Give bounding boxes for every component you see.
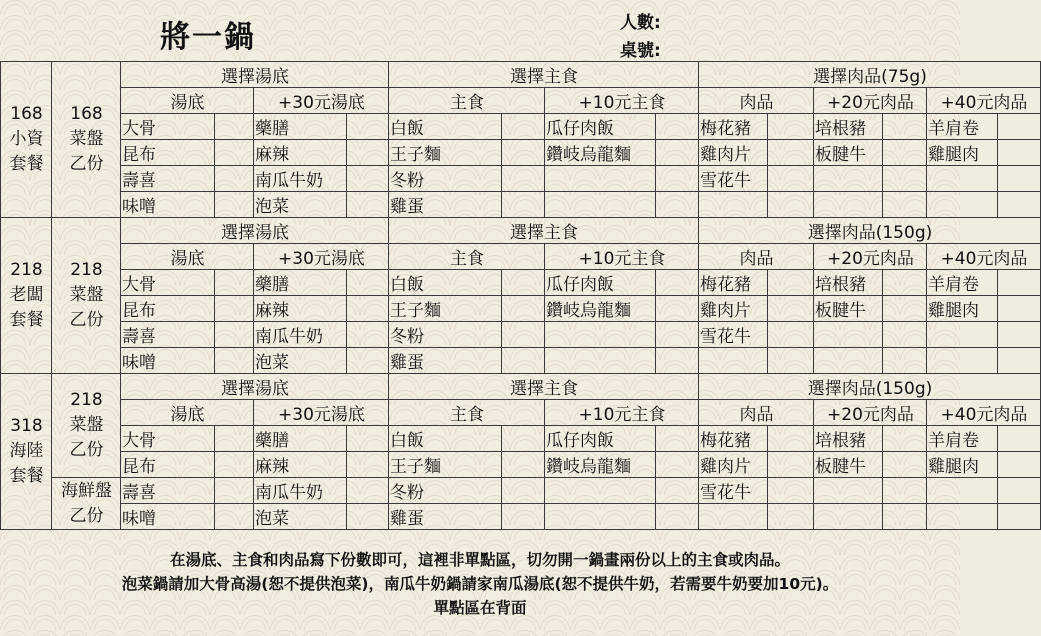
item-row	[1, 504, 1041, 530]
menu-item: 梅花豬	[699, 270, 768, 296]
quantity-box[interactable]	[768, 270, 814, 296]
menu-item: 鑽岐烏龍麵	[545, 140, 656, 166]
section-header-row	[1, 374, 1041, 400]
quantity-box[interactable]	[502, 348, 545, 374]
plan-label: 218	[10, 260, 43, 280]
menu-item: 梅花豬	[699, 426, 768, 452]
item-row	[1, 114, 1041, 140]
menu-item: 瓜仔肉飯	[545, 270, 656, 296]
quantity-box[interactable]	[215, 140, 254, 166]
quantity-box[interactable]	[998, 322, 1041, 348]
menu-item	[545, 348, 656, 374]
menu-item: 壽喜	[121, 322, 215, 348]
menu-item	[814, 348, 883, 374]
subheader-cell: 肉品	[699, 244, 814, 270]
quantity-box[interactable]	[347, 166, 389, 192]
subheader-cell: +30元湯底	[254, 244, 389, 270]
menu-item: 藥膳	[254, 114, 347, 140]
menu-item	[927, 504, 998, 530]
quantity-box[interactable]	[883, 166, 927, 192]
vegetable-plate-cell	[52, 218, 121, 374]
quantity-box[interactable]	[998, 192, 1041, 218]
quantity-box[interactable]	[502, 114, 545, 140]
quantity-box[interactable]	[883, 114, 927, 140]
menu-item	[814, 322, 883, 348]
menu-item: 王子麵	[389, 296, 502, 322]
menu-item: 雪花牛	[699, 322, 768, 348]
menu-item: 雞腿肉	[927, 140, 998, 166]
quantity-box[interactable]	[883, 270, 927, 296]
staple-header: 選擇主食	[389, 218, 699, 244]
quantity-box[interactable]	[883, 348, 927, 374]
item-row	[1, 452, 1041, 478]
item-row	[1, 348, 1041, 374]
note-line: 在湯底、主食和肉品寫下份數即可，這裡非單點區，切勿開一鍋畫兩份以上的主食或肉品。	[169, 551, 790, 569]
meat-header: 選擇肉品(150g)	[699, 374, 1041, 400]
quantity-box[interactable]	[656, 322, 699, 348]
quantity-box[interactable]	[502, 504, 545, 530]
dish-label: 218	[70, 390, 103, 410]
quantity-box[interactable]	[656, 478, 699, 504]
quantity-box[interactable]	[347, 504, 389, 530]
vegetable-plate-cell	[52, 62, 121, 218]
subheader-cell: 主食	[389, 400, 545, 426]
dish-label: 乙份	[69, 440, 104, 460]
menu-item: 雪花牛	[699, 166, 768, 192]
menu-item: 壽喜	[121, 478, 215, 504]
menu-item: 雞腿肉	[927, 296, 998, 322]
subheader-cell: 主食	[389, 244, 545, 270]
order-table	[0, 61, 1041, 530]
menu-item: 王子麵	[389, 452, 502, 478]
quantity-box[interactable]	[347, 114, 389, 140]
meat-header: 選擇肉品(150g)	[699, 218, 1041, 244]
subheader-cell: +10元主食	[545, 400, 699, 426]
quantity-box[interactable]	[502, 192, 545, 218]
quantity-box[interactable]	[215, 348, 254, 374]
quantity-box[interactable]	[215, 296, 254, 322]
dish-label: 菜盤	[69, 129, 104, 149]
quantity-box[interactable]	[883, 504, 927, 530]
quantity-box[interactable]	[768, 140, 814, 166]
subheader-cell: +40元肉品	[927, 88, 1041, 114]
subheader-cell: +20元肉品	[814, 88, 927, 114]
quantity-box[interactable]	[502, 296, 545, 322]
quantity-box[interactable]	[502, 140, 545, 166]
subheader-cell: +10元主食	[545, 88, 699, 114]
menu-item: 麻辣	[254, 452, 347, 478]
quantity-box[interactable]	[768, 192, 814, 218]
plan-label: 168	[10, 104, 43, 124]
menu-item	[699, 504, 768, 530]
item-row	[1, 322, 1041, 348]
dish-label: 218	[70, 260, 103, 280]
quantity-box[interactable]	[656, 504, 699, 530]
quantity-box[interactable]	[215, 192, 254, 218]
quantity-box[interactable]	[768, 426, 814, 452]
quantity-box[interactable]	[656, 348, 699, 374]
menu-item	[927, 322, 998, 348]
menu-item	[927, 192, 998, 218]
quantity-box[interactable]	[883, 478, 927, 504]
page-title: 將一鍋	[160, 20, 256, 55]
menu-item: 昆布	[121, 452, 215, 478]
menu-item: 培根豬	[814, 270, 883, 296]
menu-item: 雞腿肉	[927, 452, 998, 478]
plan-label: 老闆	[9, 285, 44, 305]
section-header-row	[1, 218, 1041, 244]
quantity-box[interactable]	[998, 348, 1041, 374]
menu-item: 白飯	[389, 426, 502, 452]
item-row	[1, 140, 1041, 166]
menu-item: 白飯	[389, 114, 502, 140]
dish-label: 乙份	[69, 154, 104, 174]
menu-item: 壽喜	[121, 166, 215, 192]
plan-label: 套餐	[9, 154, 44, 174]
dish-label: 海鮮盤	[61, 480, 112, 501]
quantity-box[interactable]	[768, 166, 814, 192]
quantity-box[interactable]	[883, 452, 927, 478]
quantity-box[interactable]	[347, 270, 389, 296]
menu-item: 雞肉片	[699, 140, 768, 166]
quantity-box[interactable]	[768, 296, 814, 322]
quantity-box[interactable]	[768, 504, 814, 530]
quantity-box[interactable]	[656, 140, 699, 166]
quantity-box[interactable]	[998, 270, 1041, 296]
item-row	[1, 478, 1041, 504]
subheader-row	[1, 400, 1041, 426]
subheader-cell: +40元肉品	[927, 244, 1041, 270]
quantity-box[interactable]	[768, 114, 814, 140]
menu-item	[545, 504, 656, 530]
soup-header: 選擇湯底	[121, 374, 389, 400]
menu-item: 雞肉片	[699, 296, 768, 322]
subheader-cell: +40元肉品	[927, 400, 1041, 426]
quantity-box[interactable]	[883, 426, 927, 452]
menu-item: 羊肩卷	[927, 270, 998, 296]
quantity-box[interactable]	[347, 426, 389, 452]
plan-label: 套餐	[9, 310, 44, 330]
menu-item	[814, 192, 883, 218]
subheader-cell: +30元湯底	[254, 88, 389, 114]
section-header-row	[1, 62, 1041, 88]
quantity-box[interactable]	[347, 452, 389, 478]
menu-item: 大骨	[121, 270, 215, 296]
menu-item: 瓜仔肉飯	[545, 114, 656, 140]
subheader-cell: 肉品	[699, 88, 814, 114]
menu-item: 羊肩卷	[927, 426, 998, 452]
menu-item: 南瓜牛奶	[254, 322, 347, 348]
quantity-box[interactable]	[215, 114, 254, 140]
quantity-box[interactable]	[347, 478, 389, 504]
menu-item: 梅花豬	[699, 114, 768, 140]
menu-item: 麻辣	[254, 140, 347, 166]
notes-block	[0, 548, 960, 620]
quantity-box[interactable]	[768, 452, 814, 478]
quantity-box[interactable]	[347, 140, 389, 166]
subheader-cell: +20元肉品	[814, 400, 927, 426]
quantity-box[interactable]	[768, 348, 814, 374]
subheader-cell: 湯底	[121, 244, 254, 270]
quantity-box[interactable]	[883, 192, 927, 218]
plan-cell	[1, 62, 52, 218]
menu-item: 味噌	[121, 504, 215, 530]
quantity-box[interactable]	[998, 452, 1041, 478]
quantity-box[interactable]	[656, 426, 699, 452]
plan-label: 318	[10, 416, 43, 436]
quantity-box[interactable]	[215, 270, 254, 296]
item-row	[1, 296, 1041, 322]
subheader-row	[1, 244, 1041, 270]
plan-cell	[1, 218, 52, 374]
quantity-box[interactable]	[998, 478, 1041, 504]
menu-item	[545, 478, 656, 504]
menu-item: 雪花牛	[699, 478, 768, 504]
menu-item: 冬粉	[389, 322, 502, 348]
quantity-box[interactable]	[215, 452, 254, 478]
item-row	[1, 426, 1041, 452]
subheader-cell: +30元湯底	[254, 400, 389, 426]
dish-label: 168	[70, 104, 103, 124]
menu-item	[545, 166, 656, 192]
quantity-box[interactable]	[656, 166, 699, 192]
menu-item: 大骨	[121, 426, 215, 452]
menu-item: 王子麵	[389, 140, 502, 166]
table-number-label: 桌號:	[620, 41, 661, 61]
quantity-box[interactable]	[215, 166, 254, 192]
subheader-row	[1, 88, 1041, 114]
meat-header: 選擇肉品(75g)	[699, 62, 1041, 88]
menu-item: 雞肉片	[699, 452, 768, 478]
quantity-box[interactable]	[656, 192, 699, 218]
people-count-label: 人數:	[620, 13, 661, 33]
menu-item: 瓜仔肉飯	[545, 426, 656, 452]
subheader-cell: +20元肉品	[814, 244, 927, 270]
quantity-box[interactable]	[883, 296, 927, 322]
quantity-box[interactable]	[502, 322, 545, 348]
item-row	[1, 192, 1041, 218]
menu-item	[814, 504, 883, 530]
menu-item	[927, 348, 998, 374]
menu-item: 大骨	[121, 114, 215, 140]
menu-item: 泡菜	[254, 348, 347, 374]
quantity-box[interactable]	[768, 322, 814, 348]
menu-item: 冬粉	[389, 478, 502, 504]
menu-item: 味噌	[121, 348, 215, 374]
plan-label: 海陸	[9, 441, 44, 461]
quantity-box[interactable]	[998, 166, 1041, 192]
menu-item	[927, 166, 998, 192]
menu-item	[699, 348, 768, 374]
menu-item: 白飯	[389, 270, 502, 296]
quantity-box[interactable]	[883, 140, 927, 166]
quantity-box[interactable]	[215, 426, 254, 452]
quantity-box[interactable]	[347, 322, 389, 348]
menu-item: 南瓜牛奶	[254, 478, 347, 504]
seafood-plate-cell	[52, 478, 121, 530]
item-row	[1, 270, 1041, 296]
quantity-box[interactable]	[502, 426, 545, 452]
menu-item: 羊肩卷	[927, 114, 998, 140]
staple-header: 選擇主食	[389, 374, 699, 400]
menu-item: 味噌	[121, 192, 215, 218]
quantity-box[interactable]	[215, 478, 254, 504]
quantity-box[interactable]	[502, 166, 545, 192]
quantity-box[interactable]	[768, 478, 814, 504]
item-row	[1, 166, 1041, 192]
quantity-box[interactable]	[502, 452, 545, 478]
menu-item: 板腱牛	[814, 296, 883, 322]
quantity-box[interactable]	[998, 426, 1041, 452]
quantity-box[interactable]	[656, 270, 699, 296]
menu-item: 麻辣	[254, 296, 347, 322]
quantity-box[interactable]	[998, 140, 1041, 166]
menu-item: 冬粉	[389, 166, 502, 192]
note-line: 單點區在背面	[433, 599, 527, 617]
menu-item: 雞蛋	[389, 348, 502, 374]
quantity-box[interactable]	[998, 114, 1041, 140]
quantity-box[interactable]	[656, 452, 699, 478]
quantity-box[interactable]	[998, 296, 1041, 322]
quantity-box[interactable]	[656, 114, 699, 140]
menu-item	[545, 322, 656, 348]
menu-item: 藥膳	[254, 270, 347, 296]
soup-header: 選擇湯底	[121, 218, 389, 244]
quantity-box[interactable]	[502, 478, 545, 504]
quantity-box[interactable]	[347, 192, 389, 218]
dish-label: 乙份	[69, 310, 104, 330]
subheader-cell: 主食	[389, 88, 545, 114]
quantity-box[interactable]	[347, 348, 389, 374]
menu-item: 昆布	[121, 140, 215, 166]
subheader-cell: 肉品	[699, 400, 814, 426]
dish-label: 菜盤	[69, 285, 104, 305]
subheader-cell: 湯底	[121, 400, 254, 426]
menu-item: 培根豬	[814, 426, 883, 452]
staple-header: 選擇主食	[389, 62, 699, 88]
menu-item: 雞蛋	[389, 504, 502, 530]
menu-item: 板腱牛	[814, 452, 883, 478]
quantity-box[interactable]	[215, 322, 254, 348]
menu-item: 南瓜牛奶	[254, 166, 347, 192]
menu-item: 雞蛋	[389, 192, 502, 218]
plan-cell	[1, 374, 52, 530]
subheader-cell: 湯底	[121, 88, 254, 114]
plan-label: 套餐	[9, 466, 44, 486]
menu-item: 鑽岐烏龍麵	[545, 296, 656, 322]
quantity-box[interactable]	[883, 322, 927, 348]
quantity-box[interactable]	[347, 296, 389, 322]
vegetable-plate-cell	[52, 374, 121, 478]
soup-header: 選擇湯底	[121, 62, 389, 88]
quantity-box[interactable]	[656, 296, 699, 322]
note-line: 泡菜鍋請加大骨高湯(恕不提供泡菜)，南瓜牛奶鍋請家南瓜湯底(恕不提供牛奶，若需要牛奶要加10元)。	[121, 575, 839, 593]
dish-label: 乙份	[69, 505, 104, 526]
menu-item	[699, 192, 768, 218]
quantity-box[interactable]	[502, 270, 545, 296]
menu-item	[927, 478, 998, 504]
quantity-box[interactable]	[998, 504, 1041, 530]
menu-item: 泡菜	[254, 192, 347, 218]
plan-label: 小資	[9, 129, 44, 149]
subheader-cell: +10元主食	[545, 244, 699, 270]
menu-item: 昆布	[121, 296, 215, 322]
menu-item	[814, 166, 883, 192]
dish-label: 菜盤	[69, 415, 104, 435]
menu-item: 培根豬	[814, 114, 883, 140]
menu-item	[545, 192, 656, 218]
menu-item: 鑽岐烏龍麵	[545, 452, 656, 478]
quantity-box[interactable]	[215, 504, 254, 530]
menu-item: 泡菜	[254, 504, 347, 530]
menu-item: 板腱牛	[814, 140, 883, 166]
menu-item: 藥膳	[254, 426, 347, 452]
menu-item	[814, 478, 883, 504]
